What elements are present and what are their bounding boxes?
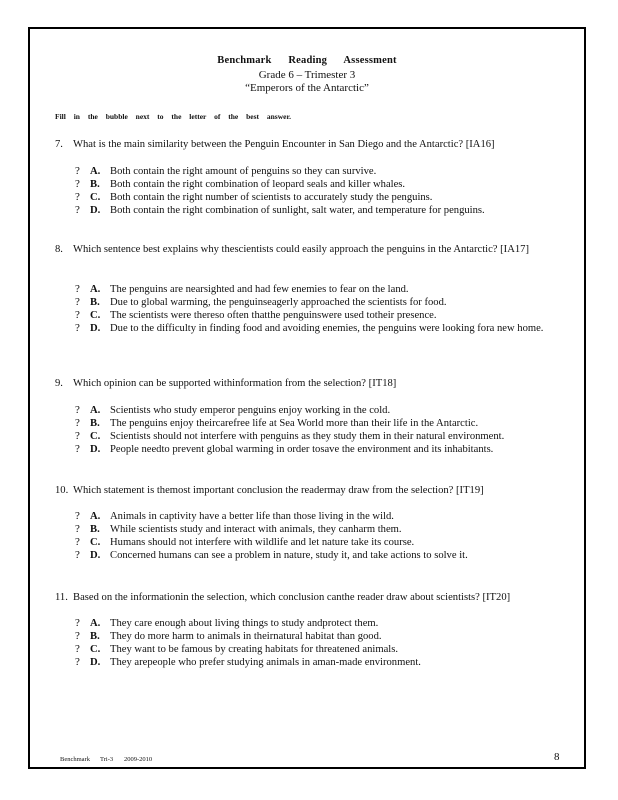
option-text: While scientists study and interact with animals, they canharm them. bbox=[110, 524, 402, 535]
question-11 bbox=[55, 591, 555, 605]
question-number: 11. bbox=[55, 592, 68, 603]
answer-bubble[interactable]: ? bbox=[75, 178, 80, 190]
question-text: Which statement is themost important conclusion the readermay draw from the selection? [IT19] bbox=[73, 485, 484, 496]
option-text: Due to global warming, the penguinseagerly approached the scientists for food. bbox=[110, 297, 447, 308]
option-9c[interactable] bbox=[75, 430, 575, 444]
option-letter: B. bbox=[90, 631, 100, 642]
question-text: Which opinion can be supported withinformation from the selection? [IT18] bbox=[73, 378, 397, 389]
question-8 bbox=[55, 243, 555, 271]
option-7d[interactable] bbox=[75, 204, 575, 218]
answer-bubble[interactable]: ? bbox=[75, 630, 80, 642]
option-letter: A. bbox=[90, 618, 101, 629]
footer-term: Tri-3 bbox=[100, 756, 114, 763]
option-8c[interactable] bbox=[75, 309, 575, 323]
instructions: Fill in the bubble next to the letter of the best answer. bbox=[55, 112, 291, 121]
option-7a[interactable] bbox=[75, 165, 575, 179]
option-text: The penguins enjoy theircarefree life at Sea World more than their life in the Antarctic. bbox=[110, 418, 479, 429]
answer-bubble[interactable]: ? bbox=[75, 296, 80, 308]
answer-bubble[interactable]: ? bbox=[75, 549, 80, 561]
page-number: 8 bbox=[554, 751, 560, 763]
option-letter: C. bbox=[90, 644, 101, 655]
option-letter: A. bbox=[90, 405, 101, 416]
answer-bubble[interactable]: ? bbox=[75, 283, 80, 295]
answer-bubble[interactable]: ? bbox=[75, 204, 80, 216]
option-8d[interactable] bbox=[75, 322, 575, 350]
option-9b[interactable] bbox=[75, 417, 575, 431]
footer-benchmark: Benchmark bbox=[60, 756, 90, 763]
option-11c[interactable] bbox=[75, 643, 575, 657]
question-text: What is the main similarity between the Penguin Encounter in San Diego and the Antarctic? [IA16] bbox=[73, 139, 495, 150]
option-letter: B. bbox=[90, 179, 100, 190]
question-text: Which sentence best explains why thescientists could easily approach the penguins in the Antarctic? [IA17] bbox=[73, 244, 529, 255]
answer-bubble[interactable]: ? bbox=[75, 322, 80, 334]
option-text: Animals in captivity have a better life than those living in the wild. bbox=[110, 511, 394, 522]
option-text: Both contain the right number of scientists to accurately study the penguins. bbox=[110, 192, 433, 203]
option-letter: B. bbox=[90, 297, 100, 308]
option-text: They do more harm to animals in theirnatural habitat than good. bbox=[110, 631, 382, 642]
option-letter: D. bbox=[90, 444, 101, 455]
question-number: 10. bbox=[55, 485, 69, 496]
option-letter: C. bbox=[90, 192, 101, 203]
option-letter: A. bbox=[90, 511, 101, 522]
answer-bubble[interactable]: ? bbox=[75, 523, 80, 535]
answer-bubble[interactable]: ? bbox=[75, 656, 80, 668]
option-10c[interactable] bbox=[75, 536, 575, 550]
answer-bubble[interactable]: ? bbox=[75, 510, 80, 522]
option-letter: A. bbox=[90, 166, 101, 177]
answer-bubble[interactable]: ? bbox=[75, 617, 80, 629]
option-text: The scientists were thereso often thatthe penguinswere used totheir presence. bbox=[110, 310, 437, 321]
option-text: Both contain the right combination of sunlight, salt water, and temperature for penguins. bbox=[110, 205, 485, 216]
option-letter: D. bbox=[90, 657, 101, 668]
option-10d[interactable] bbox=[75, 549, 575, 563]
option-10a[interactable] bbox=[75, 510, 575, 524]
option-10b[interactable] bbox=[75, 523, 575, 537]
answer-bubble[interactable]: ? bbox=[75, 643, 80, 655]
answer-bubble[interactable]: ? bbox=[75, 309, 80, 321]
option-text: The penguins are nearsighted and had few enemies to fear on the land. bbox=[110, 284, 409, 295]
question-number: 7. bbox=[55, 139, 63, 150]
option-letter: D. bbox=[90, 205, 101, 216]
option-text: Humans should not interfere with wildlife and let nature take its course. bbox=[110, 537, 415, 548]
option-text: People needto prevent global warming in order tosave the environment and its inhabitants. bbox=[110, 444, 494, 455]
option-9a[interactable] bbox=[75, 404, 575, 418]
option-letter: C. bbox=[90, 431, 101, 442]
answer-bubble[interactable]: ? bbox=[75, 443, 80, 455]
document-page bbox=[28, 27, 586, 769]
option-7c[interactable] bbox=[75, 191, 575, 205]
option-letter: C. bbox=[90, 310, 101, 321]
grade-subtitle: Grade 6 – Trimester 3 bbox=[258, 69, 356, 81]
option-letter: B. bbox=[90, 524, 100, 535]
option-11a[interactable] bbox=[75, 617, 575, 631]
answer-bubble[interactable]: ? bbox=[75, 430, 80, 442]
option-11d[interactable] bbox=[75, 656, 575, 670]
question-text: Based on the informationin the selection, which conclusion canthe reader draw about scientists? [IT20] bbox=[73, 592, 511, 603]
option-text: They want to be famous by creating habitats for threatened animals. bbox=[110, 644, 398, 655]
answer-bubble[interactable]: ? bbox=[75, 165, 80, 177]
footer-year: 2009-2010 bbox=[124, 756, 153, 763]
option-text: Both contain the right amount of penguins so they can survive. bbox=[110, 166, 377, 177]
option-letter: D. bbox=[90, 323, 101, 334]
option-letter: D. bbox=[90, 550, 101, 561]
question-number: 8. bbox=[55, 244, 63, 255]
question-number: 9. bbox=[55, 378, 63, 389]
option-text: Scientists who study emperor penguins enjoy working in the cold. bbox=[110, 405, 391, 416]
story-title: “Emperors of the Antarctic” bbox=[245, 82, 369, 94]
answer-bubble[interactable]: ? bbox=[75, 417, 80, 429]
option-8a[interactable] bbox=[75, 283, 575, 297]
option-letter: C. bbox=[90, 537, 101, 548]
option-text: Due to the difficulty in finding food and avoiding enemies, the penguins were looking fora new home. bbox=[110, 323, 544, 334]
option-text: They care enough about living things to study andprotect them. bbox=[110, 618, 379, 629]
question-10 bbox=[55, 484, 555, 498]
option-text: They arepeople who prefer studying animals in aman-made environment. bbox=[110, 657, 421, 668]
option-text: Concerned humans can see a problem in nature, study it, and take actions to solve it. bbox=[110, 550, 468, 561]
question-9 bbox=[55, 377, 555, 391]
option-8b[interactable] bbox=[75, 296, 575, 310]
option-11b[interactable] bbox=[75, 630, 575, 644]
answer-bubble[interactable]: ? bbox=[75, 404, 80, 416]
option-9d[interactable] bbox=[75, 443, 575, 457]
option-letter: B. bbox=[90, 418, 100, 429]
page-title: Benchmark Reading Assessment bbox=[217, 55, 397, 66]
option-7b[interactable] bbox=[75, 178, 575, 192]
answer-bubble[interactable]: ? bbox=[75, 191, 80, 203]
option-text: Both contain the right combination of leopard seals and killer whales. bbox=[110, 179, 406, 190]
option-text: Scientists should not interfere with penguins as they study them in their natural environment. bbox=[110, 431, 505, 442]
option-letter: A. bbox=[90, 284, 101, 295]
answer-bubble[interactable]: ? bbox=[75, 536, 80, 548]
